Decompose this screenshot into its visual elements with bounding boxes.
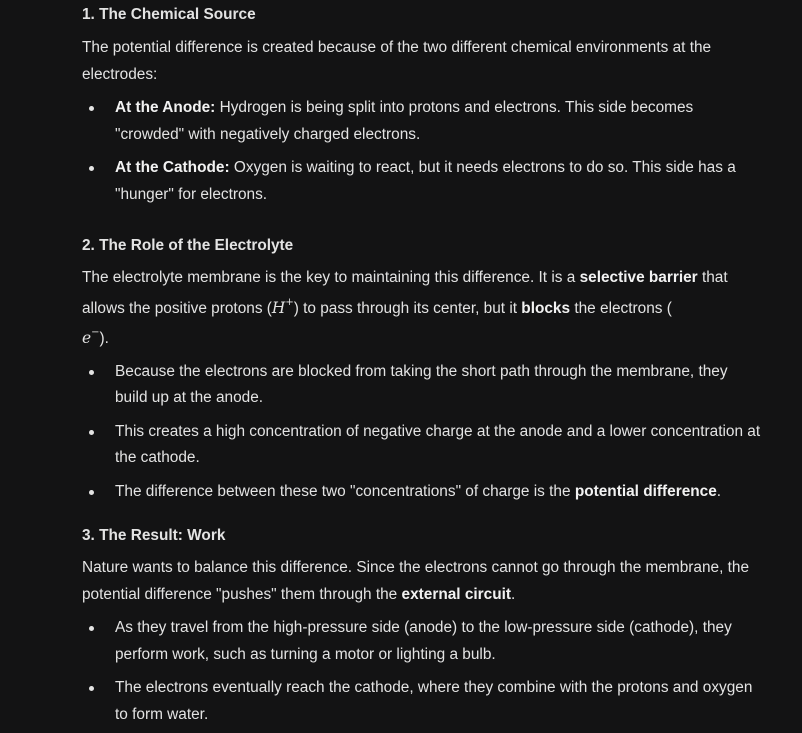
bullet-icon xyxy=(89,166,94,171)
bullet-list xyxy=(82,615,762,728)
list-item xyxy=(82,675,762,728)
item-text-tail: . xyxy=(716,482,722,500)
electron-symbol xyxy=(82,329,100,347)
bullet-list xyxy=(82,359,762,506)
item-text: As they travel from the high-pressure side (anode) to the low-pressure side (cathode), they perform work, such as turning a motor or lighting a bulb. xyxy=(115,619,732,663)
bullet-icon xyxy=(89,106,94,111)
list-item xyxy=(82,155,762,208)
section-heading: 3. The Result: Work xyxy=(82,527,226,544)
bullet-list xyxy=(82,95,762,208)
bullet-icon xyxy=(89,430,94,435)
bold-term: blocks xyxy=(521,299,571,317)
list-item xyxy=(82,359,762,412)
bold-term: potential difference xyxy=(574,482,717,500)
math-var: e xyxy=(82,329,92,348)
section-electrolyte xyxy=(82,233,762,505)
text-run: . xyxy=(511,585,516,603)
section-intro xyxy=(82,265,762,353)
item-text: Oxygen is waiting to react, but it needs electrons to do so. This side has a "hunger" for electrons. xyxy=(115,159,736,203)
section-result-work xyxy=(82,523,762,728)
section-intro xyxy=(82,555,762,608)
bold-term: external circuit xyxy=(401,585,512,603)
bullet-icon xyxy=(89,490,94,495)
bullet-icon xyxy=(89,370,94,375)
item-text: Because the electrons are blocked from taking the short path through the membrane, they build up at the anode. xyxy=(115,362,728,407)
list-item xyxy=(82,615,762,668)
list-item xyxy=(82,419,762,472)
bold-label: At the Cathode: xyxy=(115,159,230,176)
list-item xyxy=(82,95,762,148)
text-run: ) to pass through its center, but it xyxy=(293,299,522,317)
proton-symbol xyxy=(271,296,294,317)
math-sup: − xyxy=(91,327,100,339)
bold-label: At the Anode: xyxy=(115,99,216,116)
section-chemical-source xyxy=(82,2,762,208)
item-text: The electrons eventually reach the cathode, where they combine with the protons and oxygen to form water. xyxy=(115,679,753,723)
bullet-icon xyxy=(89,686,94,691)
list-item xyxy=(82,479,762,506)
item-text: Hydrogen is being split into protons and electrons. This side becomes "crowded" with negatively charged electrons. xyxy=(115,99,694,143)
bold-term: selective barrier xyxy=(579,269,698,286)
section-heading: 1. The Chemical Source xyxy=(82,6,256,23)
text-run: the electrons ( xyxy=(570,299,672,317)
text-run: that allows the positive protons ( xyxy=(82,269,728,317)
item-text: This creates a high concentration of negative charge at the anode and a lower concentration at the cathode. xyxy=(115,422,761,467)
section-intro: The potential difference is created because of the two different chemical environments at the electrodes: xyxy=(82,39,712,83)
section-heading: 2. The Role of the Electrolyte xyxy=(82,237,294,254)
text-run: Nature wants to balance this difference. Since the electrons cannot go through the membrane, the potential difference "pushes" them through the xyxy=(82,559,750,603)
math-var: H xyxy=(271,298,286,317)
item-text: The difference between these two "concentrations" of charge is the xyxy=(115,482,575,500)
text-run: The electrolyte membrane is the key to maintaining this difference. It is a xyxy=(82,269,580,286)
bullet-icon xyxy=(89,626,94,631)
math-sup: + xyxy=(285,296,294,308)
text-run: ). xyxy=(99,330,109,348)
